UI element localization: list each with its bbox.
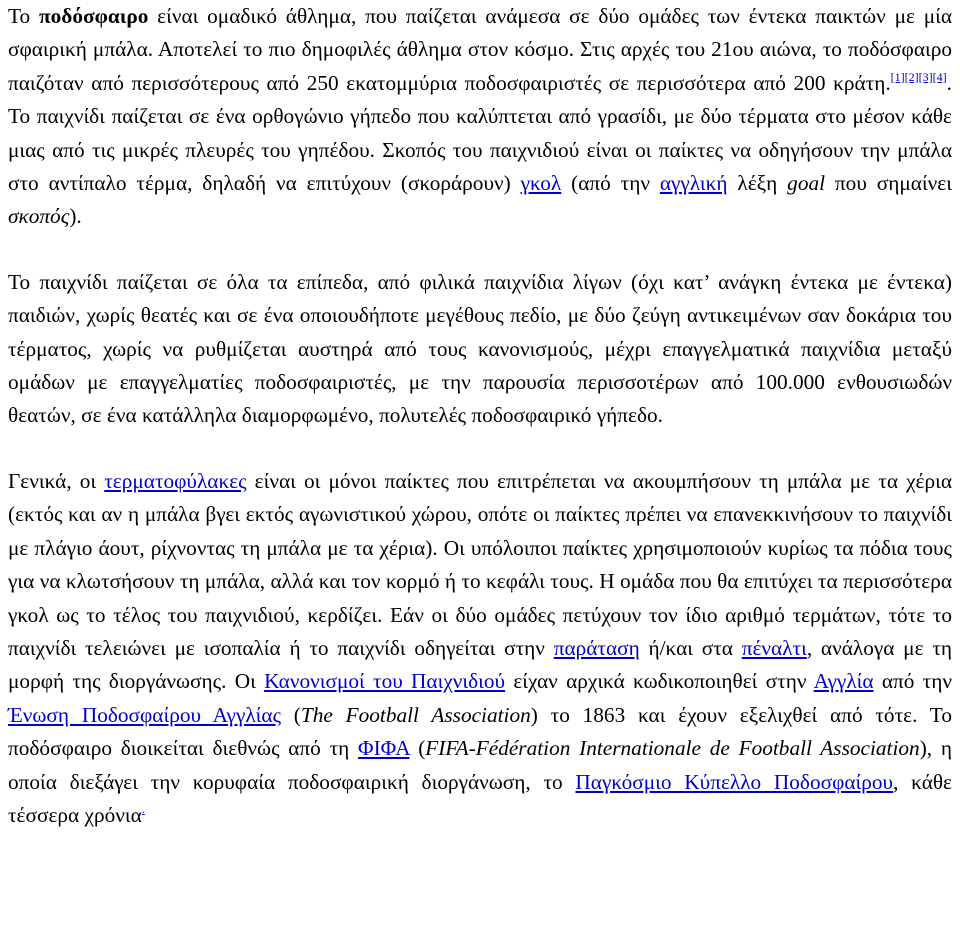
link-goalkeepers[interactable]: τερματοφύλακες: [104, 468, 247, 493]
link-extra-time[interactable]: παράταση: [553, 635, 640, 660]
link-goal[interactable]: γκολ: [520, 171, 562, 196]
link-fifa[interactable]: ΦΙΦΑ: [358, 736, 410, 761]
rules-text-11: , κάθε τέσσερα χρόνια: [8, 769, 953, 827]
intro-text-6: που σημαίνει: [825, 171, 952, 196]
reference-link-3[interactable]: [3]: [918, 69, 933, 84]
italic-skopos: σκοπός: [8, 204, 70, 229]
paragraph-rules: [8, 465, 952, 832]
intro-text-7: ).: [69, 204, 82, 229]
intro-text-4: (από την: [561, 171, 660, 196]
paragraph-levels: Το παιχνίδι παίζεται σε όλα τα επίπεδα, από φιλικά παιχνίδια λίγων (όχι κατ’ ανάγκη έντεκα με έντεκα) παιδιών, χωρίς θεατές και σε ένα οποιουδήποτε μεγέθους πεδίο, με δύο ζεύγη αντικειμένων σαν δοκάρια του τέρματος, χωρίς να ρυθμίζεται αυστηρά από τους κανονισμούς, μέχρι επαγγελματικά παιχνίδια μεταξύ ομάδων με επαγγελματίες ποδοσφαιριστές, με την παρουσία περισσοτέρων από 100.000 ενθουσιωδών θεατών, σε ένα κατάλληλα διαμορφωμένο, πολυτελές ποδοσφαιρικό γήπεδο.: [8, 269, 952, 428]
intro-text-1: Το: [8, 4, 39, 28]
intro-text-3: . Το παιχνίδι παίζεται σε ένα ορθογώνιο γήπεδο που καλύπτεται από γρασίδι, με δύο τέρματα στο μέσον κάθε μιας από τις μικρές πλευρές του γηπέδου. Σκοπός του παιχνιδιού είναι οι παίκτες να οδηγήσουν την μπάλα στο αντίπαλο τέρμα, δηλαδή να επιτύχουν (σκοράρουν): [8, 70, 952, 196]
link-english-language[interactable]: αγγλική: [659, 171, 728, 196]
reference-link-2[interactable]: [2]: [904, 69, 919, 84]
reference-group-end: [142, 802, 145, 816]
link-laws-of-the-game[interactable]: Κανονισμοί του Παιχνιδιού: [264, 669, 506, 694]
reference-link-end[interactable]: .: [141, 801, 145, 816]
italic-fifa-full-name: FIFA-Fédération Internationale de Football Association: [425, 736, 920, 761]
reference-group: [891, 70, 947, 84]
italic-football-association: The Football Association: [300, 702, 531, 727]
rules-text-9: (: [409, 736, 426, 761]
link-football-association[interactable]: Ένωση Ποδοσφαίρου Αγγλίας: [8, 702, 282, 727]
rules-text-2: είναι οι μόνοι παίκτες που επιτρέπεται να ακουμπήσουν τη μπάλα με τα χέρια (εκτός και αν η μπάλα βγει εκτός αγωνιστικού χώρου, οπότε οι παίκτες πρέπει να επανεκκινήσουν το παιχνίδι με πλάγιο άουτ, ρίχνοντας τη μπάλα με τα χέρια). Οι υπόλοιποι παίκτες χρησιμοποιούν κυρίως τα πόδια τους για να κλωτσήσουν τη μπάλα, αλλά και τον κορμό ή το κεφάλι τους. Η ομάδα που θα επιτύχει τα περισσότερα γκολ ως το τέλος του παιχνιδιού, κερδίζει. Εάν οι δύο ομάδες πετύχουν τον ίδιο αριθμό τερμάτων, τότε το παιχνίδι τελειώνει με ισοπαλία ή το παιχνίδι οδηγείται στην: [8, 468, 952, 660]
intro-text-2: είναι ομαδικό άθλημα, που παίζεται ανάμεσα σε δύο ομάδες των έντεκα παικτών με μία σφαιρική μπάλα. Αποτελεί το πιο δημοφιλές άθλημα στον κόσμο. Στις αρχές του 21ου αιώνα, το ποδόσφαιρο παιζόταν από περισσότερους από 250 εκατομμύρια ποδοσφαιριστές σε περισσότερα από 200 κράτη.: [8, 4, 953, 95]
rules-text-8: ) το 1863 και έχουν εξελιχθεί από τότε. Το ποδόσφαιρο διοικείται διεθνώς από τη: [8, 702, 952, 761]
paragraph-intro: [8, 0, 952, 234]
reference-link-4[interactable]: [4]: [932, 69, 947, 84]
reference-link-1[interactable]: [1]: [890, 69, 905, 84]
link-penalties[interactable]: πέναλτι: [741, 635, 807, 660]
intro-text-5: λέξη: [727, 171, 788, 196]
link-world-cup[interactable]: Παγκόσμιο Κύπελλο Ποδοσφαίρου: [575, 769, 894, 794]
article-bold-term: ποδόσφαιρο: [38, 4, 149, 28]
link-england[interactable]: Αγγλία: [813, 669, 874, 694]
rules-text-7: (: [281, 702, 301, 727]
rules-text-5: είχαν αρχικά κωδικοποιηθεί στην: [505, 669, 814, 694]
italic-goal: goal: [787, 171, 826, 196]
rules-text-1: Γενικά, οι: [8, 468, 105, 493]
rules-text-4: , ανάλογα με τη μορφή της διοργάνωσης. Οι: [8, 635, 953, 694]
rules-text-3: ή/και στα: [639, 635, 742, 660]
rules-text-6: από την: [873, 669, 952, 694]
rules-text-10: ), η οποία διεξάγει την κορυφαία ποδοσφαιρική διοργάνωση, το: [8, 736, 952, 794]
